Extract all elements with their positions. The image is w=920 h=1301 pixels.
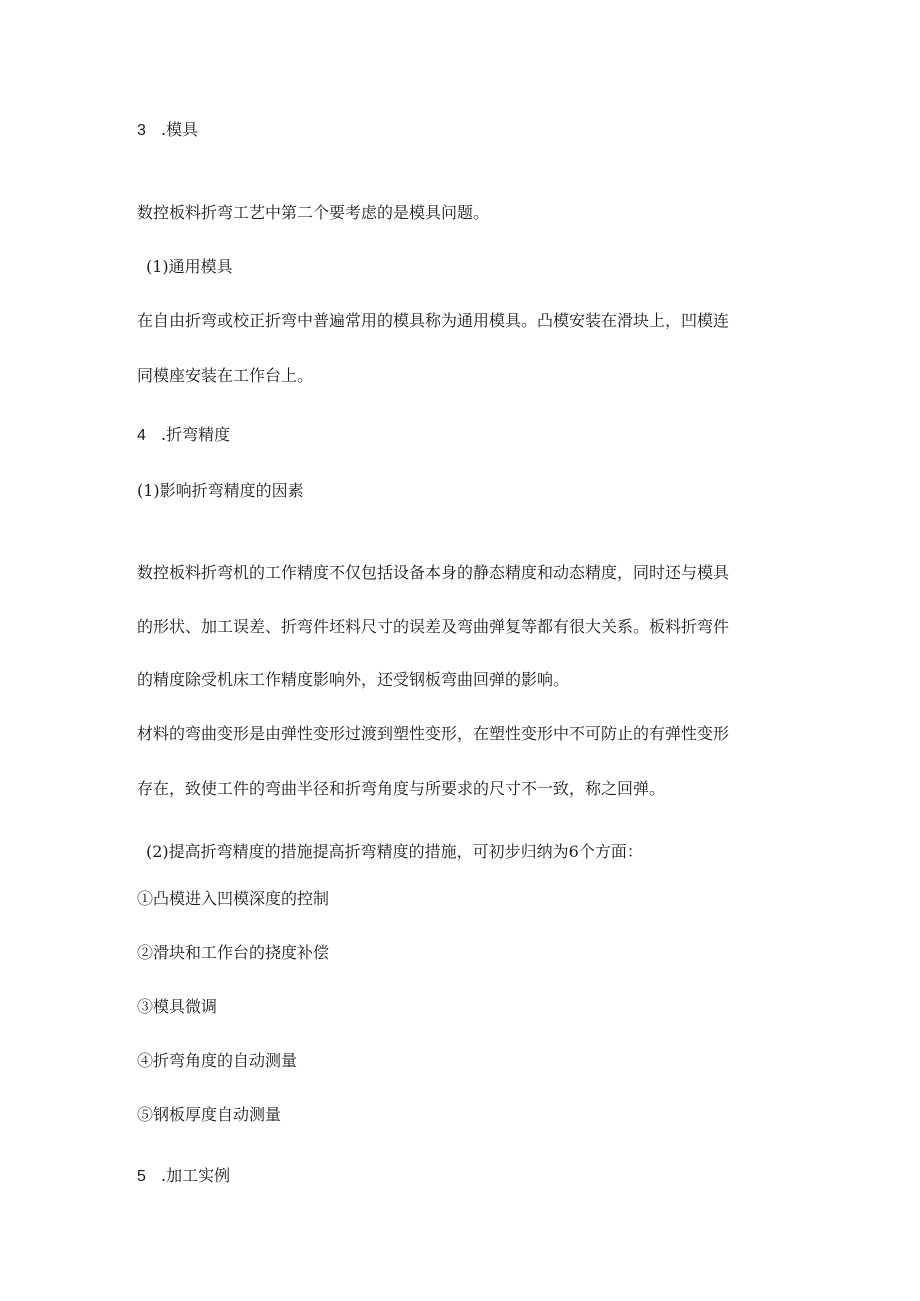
factors-paragraph-line-1: 数控板料折弯机的工作精度不仅包括设备本身的静态精度和动态精度，同时还与模具 <box>137 563 730 582</box>
measure-item-1: ①凸模进入凹模深度的控制 <box>137 889 330 908</box>
section-5-number: 5 <box>137 1168 146 1185</box>
measure-item-3: ③模具微调 <box>137 997 218 1016</box>
springback-paragraph-line-2: 存在，致使工件的弯曲半径和折弯角度与所要求的尺寸不一致，称之回弹。 <box>137 779 666 798</box>
section-4-title: .折弯精度 <box>161 425 231 444</box>
factors-paragraph-line-2: 的形状、加工误差、折弯件坯料尺寸的误差及弯曲弹复等都有很大关系。板料折弯件 <box>137 617 730 636</box>
section-5-heading <box>137 1166 230 1187</box>
intro-paragraph: 数控板料折弯工艺中第二个要考虑的是模具问题。 <box>137 203 490 222</box>
springback-paragraph-line-1: 材料的弯曲变形是由弹性变形过渡到塑性变形，在塑性变形中不可防止的有弹性变形 <box>137 724 730 743</box>
subheading-general-die: (1)通用模具 <box>146 257 233 276</box>
general-die-paragraph-line-2: 同模座安装在工作台上。 <box>137 366 314 385</box>
general-die-paragraph-line-1: 在自由折弯或校正折弯中普遍常用的模具称为通用模具。凸模安装在滑块上，凹模连 <box>137 311 730 330</box>
measure-item-2: ②滑块和工作台的挠度补偿 <box>137 943 330 962</box>
section-4-heading <box>137 425 230 446</box>
measure-item-4: ④折弯角度的自动测量 <box>137 1051 298 1070</box>
measure-item-5: ⑤钢板厚度自动测量 <box>137 1105 282 1124</box>
section-3-title: .模具 <box>161 120 199 139</box>
section-3-number: 3 <box>137 122 146 139</box>
factors-paragraph-line-3: 的精度除受机床工作精度影响外，还受钢板弯曲回弹的影响。 <box>137 670 570 689</box>
section-3-heading <box>137 120 198 141</box>
section-5-title: .加工实例 <box>161 1166 231 1185</box>
subheading-accuracy-factors: (1)影响折弯精度的因素 <box>137 481 304 500</box>
section-4-number: 4 <box>137 427 146 444</box>
subheading-improve-measures: (2)提高折弯精度的措施提高折弯精度的措施，可初步归纳为6个方面： <box>146 842 643 861</box>
